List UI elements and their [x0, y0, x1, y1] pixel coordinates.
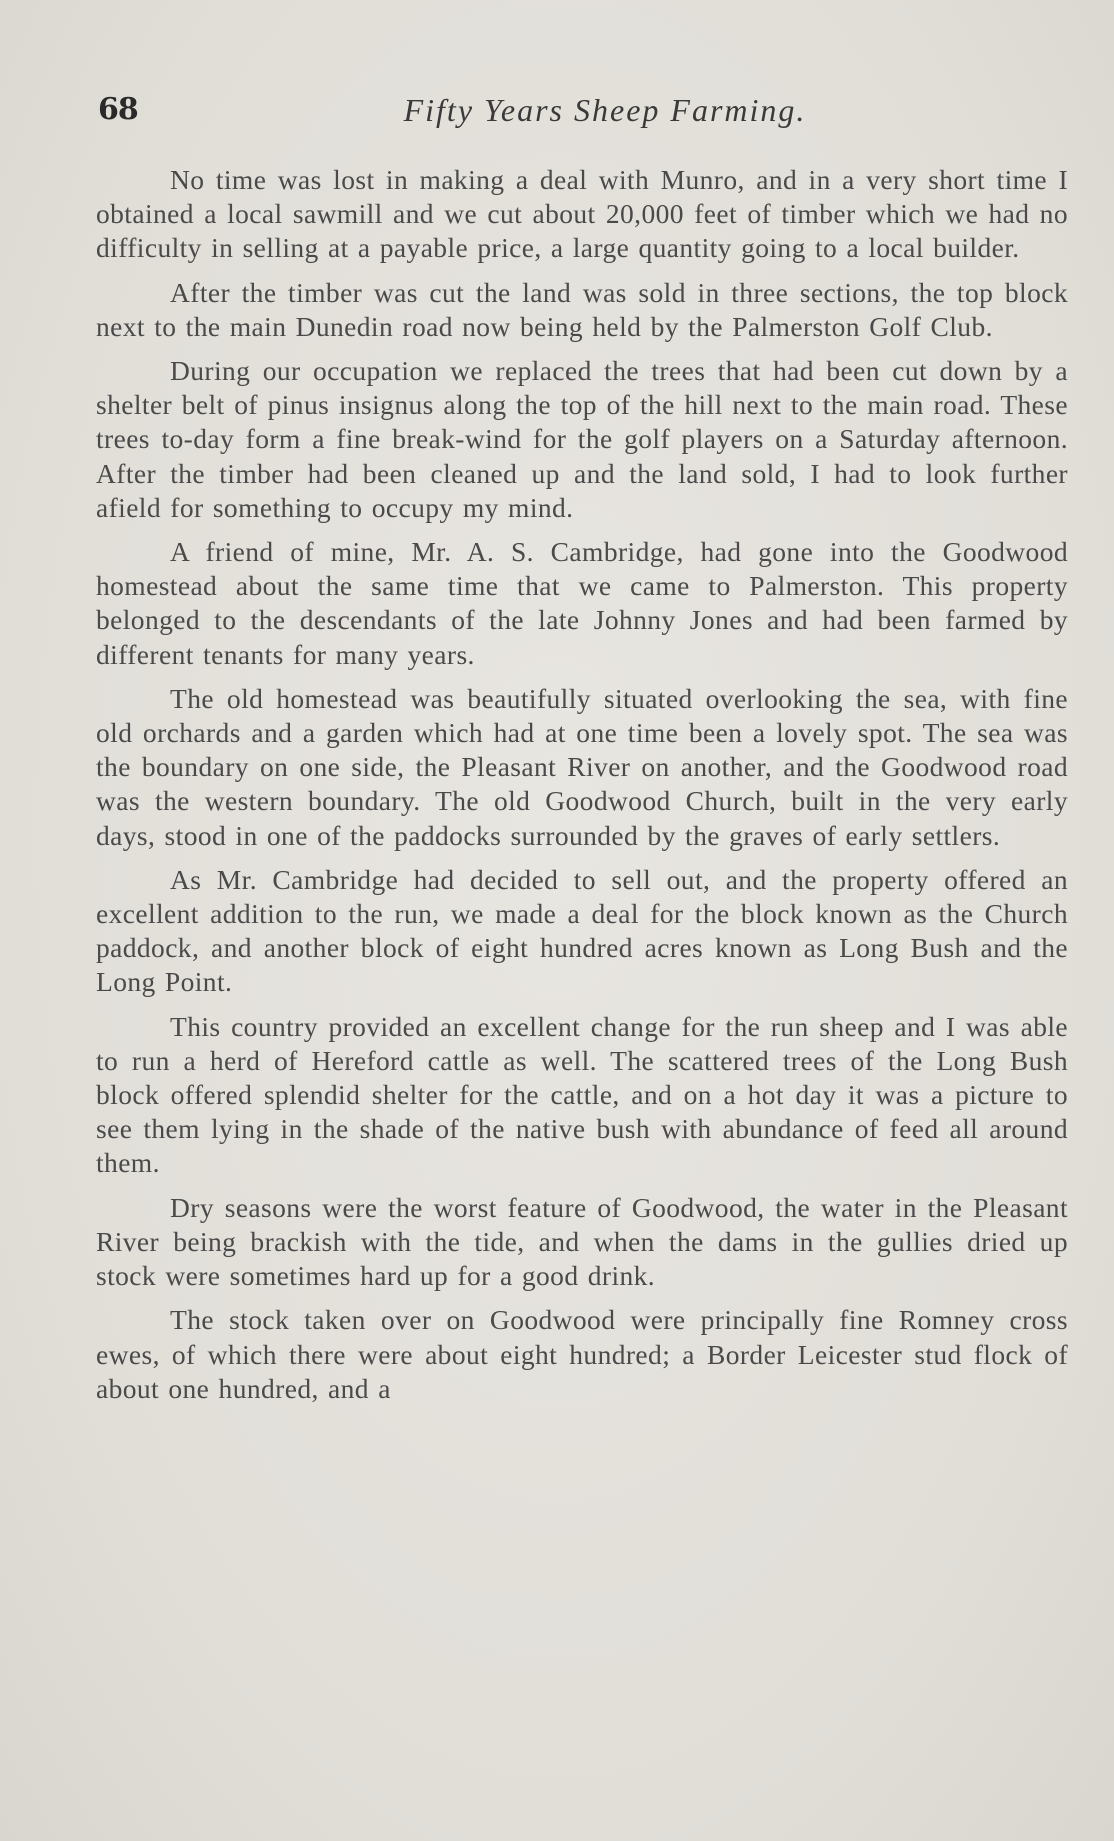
page-header: [98, 92, 1072, 136]
paragraph: This country provided an excellent change for the run sheep and I was able to run a herd of Hereford cattle as well. The scattered trees of the Long Bush block offered splendid shelter for the cattle, and on a hot day it was a picture to see them lying in the shade of the native bush with abundance of feed all around them.: [96, 1010, 1068, 1179]
paragraph: After the timber was cut the land was sold in three sections, the top block next to the main Dunedin road now being held by the Palmerston Golf Club.: [96, 276, 1068, 342]
paragraph: Dry seasons were the worst feature of Goodwood, the water in the Pleasant River being brackish with the tide, and when the dams in the gullies dried up stock were sometimes hard up for a good drink.: [96, 1191, 1068, 1292]
paragraph: During our occupation we replaced the trees that had been cut down by a shelter belt of pinus insignus along the top of the hill next to the main road. These trees to-day form a fine break-wind for the golf players on a Saturday afternoon. After the timber had been cleaned up and the land sold, I had to look further afield for something to occupy my mind.: [96, 355, 1068, 523]
paragraph: A friend of mine, Mr. A. S. Cambridge, had gone into the Goodwood homestead about the same time that we came to Palmerston. This property belonged to the descendants of the late Johnny Jones and had been farmed by different tenants for many years.: [96, 536, 1068, 670]
page-number: 68: [98, 92, 138, 127]
running-title: Fifty Years Sheep Farming.: [403, 92, 807, 128]
paragraph: The stock taken over on Goodwood were principally fine Romney cross ewes, of which there were about eight hundred; a Border Leicester stud flock of about one hundred, and a: [96, 1304, 1068, 1404]
body-text: [96, 163, 1068, 1416]
paragraph: As Mr. Cambridge had decided to sell out, and the property offered an excellent addition to the run, we made a deal for the block known as the Church paddock, and another block of eight hundred acres known as Long Bush and the Long Point.: [96, 863, 1068, 998]
paragraph: No time was lost in making a deal with Munro, and in a very short time I obtained a local sawmill and we cut about 20,000 feet of timber which we had no difficulty in selling at a payable price, a large quantity going to a local builder.: [96, 164, 1068, 264]
paragraph: The old homestead was beautifully situated overlooking the sea, with fine old orchards and a garden which had at one time been a lovely spot. The sea was the boundary on one side, the Pleasant River on another, and the Goodwood road was the western boundary. The old Goodwood Church, built in the very early days, stood in one of the paddocks surrounded by the graves of early settlers.: [96, 682, 1068, 851]
